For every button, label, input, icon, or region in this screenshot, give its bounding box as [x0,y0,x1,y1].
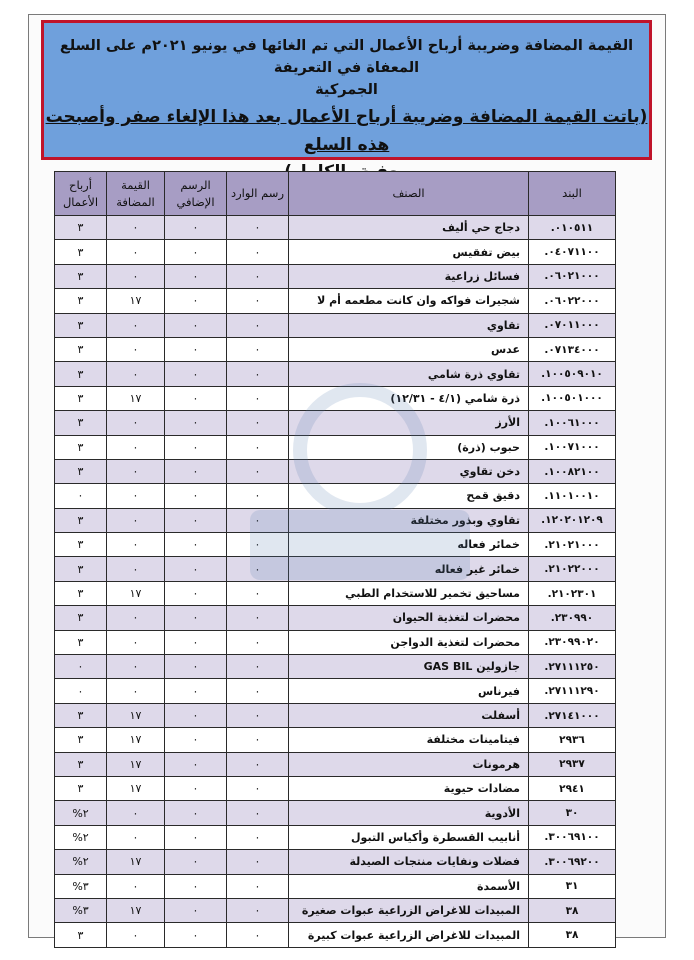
cell-description: أنابيب القسطرة وأكياس التبول [289,825,529,849]
header-vat: القيمة المضافة [107,172,165,216]
cell-description: تقاوي [289,313,529,337]
cell-code: ٣٠ [529,801,616,825]
cell-description: شجيرات فواكه وان كانت مطعمه أم لا [289,289,529,313]
table-row [55,264,616,288]
cell-import-duty: ٠ [227,337,289,361]
cell-vat: ٠ [107,264,165,288]
cell-code: ١٢٠٢٠١٢٠٩. [529,508,616,532]
cell-additional-fee: ٠ [165,435,227,459]
table-row [55,630,616,654]
cell-code: ٠٧٠١١٠٠٠. [529,313,616,337]
table-row [55,825,616,849]
cell-import-duty: ٠ [227,240,289,264]
table-row [55,435,616,459]
cell-additional-fee: ٠ [165,825,227,849]
cell-additional-fee: ٠ [165,630,227,654]
cell-additional-fee: ٠ [165,508,227,532]
cell-business-profit: ٣ [55,923,107,947]
cell-description: فيرناس [289,679,529,703]
table-row [55,508,616,532]
table-row [55,484,616,508]
cell-additional-fee: ٠ [165,655,227,679]
cell-import-duty: ٠ [227,679,289,703]
cell-import-duty: ٠ [227,923,289,947]
cell-additional-fee: ٠ [165,533,227,557]
cell-description: دخن تقاوي [289,459,529,483]
table-body [55,216,616,948]
cell-description: الأدوية [289,801,529,825]
cell-vat: ٠ [107,655,165,679]
cell-additional-fee: ٠ [165,776,227,800]
cell-vat: ٠ [107,557,165,581]
cell-import-duty: ٠ [227,289,289,313]
cell-description: تقاوي ذرة شامي [289,362,529,386]
header-description: الصنف [289,172,529,216]
cell-additional-fee: ٠ [165,850,227,874]
cell-business-profit: ٣ [55,606,107,630]
table-row [55,923,616,947]
cell-business-profit: ٣ [55,728,107,752]
cell-business-profit: ٣ [55,411,107,435]
table-row [55,874,616,898]
cell-additional-fee: ٠ [165,216,227,240]
cell-import-duty: ٠ [227,386,289,410]
cell-vat: ٠ [107,459,165,483]
cell-business-profit: ٣ [55,459,107,483]
cell-additional-fee: ٠ [165,459,227,483]
cell-business-profit: ٣ [55,386,107,410]
table-row [55,557,616,581]
cell-code: ١٠٠٥٠٩٠١٠. [529,362,616,386]
cell-description: الأسمدة [289,874,529,898]
cell-code: ١٠٠٦١٠٠٠. [529,411,616,435]
cell-vat: ٠ [107,337,165,361]
cell-business-profit: ٢% [55,850,107,874]
header-import-duty: رسم الوارد [227,172,289,216]
cell-description: مساحيق تخمير للاستخدام الطبي [289,581,529,605]
cell-vat: ١٧ [107,289,165,313]
cell-business-profit: ٢% [55,801,107,825]
cell-business-profit: ٢% [55,825,107,849]
tariff-table [54,171,616,948]
cell-import-duty: ٠ [227,508,289,532]
cell-code: ١٠٠٨٢١٠٠. [529,459,616,483]
cell-additional-fee: ٠ [165,728,227,752]
table-row [55,776,616,800]
cell-code: ٣٨ [529,898,616,922]
cell-description: دقيق قمح [289,484,529,508]
table-row [55,850,616,874]
table-row [55,606,616,630]
cell-code: ٢٧١١١٢٩٠. [529,679,616,703]
cell-description: محضرات لتغذية الدواجن [289,630,529,654]
header-additional-fee: الرسم الإضافي [165,172,227,216]
cell-import-duty: ٠ [227,776,289,800]
cell-vat: ٠ [107,923,165,947]
table-row [55,752,616,776]
cell-import-duty: ٠ [227,411,289,435]
cell-description: دجاج حي أليف [289,216,529,240]
cell-vat: ٠ [107,313,165,337]
cell-import-duty: ٠ [227,874,289,898]
cell-code: ١١٠١٠٠١٠. [529,484,616,508]
cell-additional-fee: ٠ [165,679,227,703]
cell-import-duty: ٠ [227,435,289,459]
table-row [55,533,616,557]
cell-description: هرمونات [289,752,529,776]
cell-additional-fee: ٠ [165,313,227,337]
cell-additional-fee: ٠ [165,484,227,508]
cell-vat: ١٧ [107,776,165,800]
cell-additional-fee: ٠ [165,386,227,410]
cell-code: ٢٧١٤١٠٠٠. [529,703,616,727]
cell-import-duty: ٠ [227,655,289,679]
cell-business-profit: ٣ [55,362,107,386]
cell-description: المبيدات للاغراض الزراعية عبوات كبيرة [289,923,529,947]
cell-description: الأرز [289,411,529,435]
cell-import-duty: ٠ [227,533,289,557]
cell-code: ٠٤٠٧١١٠٠. [529,240,616,264]
cell-business-profit: ٠ [55,679,107,703]
cell-additional-fee: ٠ [165,923,227,947]
cell-description: عدس [289,337,529,361]
cell-additional-fee: ٠ [165,752,227,776]
cell-code: ١٠٠٧١٠٠٠. [529,435,616,459]
banner-line-1: القيمة المضافة وضريبة أرباح الأعمال التي تم الغائها في يونيو ٢٠٢١م على السلع المعفاة في التعريفة [59,38,634,76]
cell-additional-fee: ٠ [165,703,227,727]
cell-business-profit: ٣ [55,289,107,313]
cell-code: ٢١٠٢١٠٠٠. [529,533,616,557]
cell-additional-fee: ٠ [165,240,227,264]
table-row [55,801,616,825]
cell-description: حبوب (ذرة) [289,435,529,459]
cell-business-profit: ٣ [55,216,107,240]
table-row [55,898,616,922]
cell-additional-fee: ٠ [165,581,227,605]
cell-additional-fee: ٠ [165,362,227,386]
cell-import-duty: ٠ [227,703,289,727]
cell-vat: ٠ [107,533,165,557]
cell-additional-fee: ٠ [165,411,227,435]
cell-business-profit: ٣% [55,898,107,922]
cell-vat: ٠ [107,606,165,630]
cell-import-duty: ٠ [227,264,289,288]
cell-vat: ٠ [107,630,165,654]
cell-import-duty: ٠ [227,825,289,849]
table-row [55,728,616,752]
cell-business-profit: ٣% [55,874,107,898]
cell-vat: ٠ [107,216,165,240]
cell-import-duty: ٠ [227,801,289,825]
cell-business-profit: ٣ [55,313,107,337]
cell-business-profit: ٣ [55,533,107,557]
cell-vat: ١٧ [107,703,165,727]
cell-additional-fee: ٠ [165,264,227,288]
cell-vat: ١٧ [107,898,165,922]
cell-description: فيتامينات مختلفة [289,728,529,752]
cell-business-profit: ٣ [55,752,107,776]
banner-line-3-text: (باتت القيمة المضافة وضريبة أرباح الأعمال بعد هذا الإلغاء صفر وأصبحت هذه السلع [45,107,648,155]
table-row [55,386,616,410]
cell-additional-fee: ٠ [165,898,227,922]
cell-import-duty: ٠ [227,459,289,483]
cell-vat: ٠ [107,874,165,898]
cell-business-profit: ٠ [55,655,107,679]
cell-code: ٠٧١٣٤٠٠٠. [529,337,616,361]
cell-description: ذرة شامي (٤/١ - ١٢/٣١) [289,386,529,410]
cell-vat: ١٧ [107,728,165,752]
cell-description: خمائر فعاله [289,533,529,557]
cell-vat: ١٧ [107,386,165,410]
cell-business-profit: ٣ [55,264,107,288]
cell-vat: ٠ [107,435,165,459]
cell-import-duty: ٠ [227,216,289,240]
table-row [55,313,616,337]
cell-vat: ٠ [107,362,165,386]
table-row [55,240,616,264]
cell-code: ٢٩٣٦ [529,728,616,752]
table-row [55,459,616,483]
cell-vat: ٠ [107,801,165,825]
banner-line-2: الجمركية [315,82,378,98]
cell-code: ٢٣٠٩٩٠. [529,606,616,630]
cell-import-duty: ٠ [227,362,289,386]
cell-description: مضادات حيوية [289,776,529,800]
cell-import-duty: ٠ [227,313,289,337]
cell-business-profit: ٣ [55,508,107,532]
table-row [55,581,616,605]
cell-vat: ٠ [107,240,165,264]
cell-vat: ٠ [107,679,165,703]
cell-vat: ١٧ [107,752,165,776]
cell-import-duty: ٠ [227,752,289,776]
cell-description: بيض تفقيس [289,240,529,264]
cell-import-duty: ٠ [227,606,289,630]
cell-description: المبيدات للاغراض الزراعية عبوات صغيرة [289,898,529,922]
cell-code: ٢٧١١١٢٥٠. [529,655,616,679]
cell-additional-fee: ٠ [165,289,227,313]
cell-business-profit: ٣ [55,581,107,605]
table-row [55,679,616,703]
cell-vat: ٠ [107,411,165,435]
cell-additional-fee: ٠ [165,801,227,825]
cell-business-profit: ٣ [55,337,107,361]
cell-import-duty: ٠ [227,850,289,874]
cell-additional-fee: ٠ [165,337,227,361]
cell-vat: ٠ [107,508,165,532]
cell-code: ٠٦٠٢١٠٠٠. [529,264,616,288]
cell-description: فضلات ونفايات منتجات الصيدلة [289,850,529,874]
cell-business-profit: ٣ [55,703,107,727]
cell-import-duty: ٠ [227,630,289,654]
cell-business-profit: ٣ [55,776,107,800]
cell-description: جازولين GAS BIL [289,655,529,679]
table-row [55,703,616,727]
cell-import-duty: ٠ [227,728,289,752]
cell-code: ٢١٠٢٣٠١. [529,581,616,605]
cell-code: ١٠٠٥٠١٠٠٠. [529,386,616,410]
cell-business-profit: ٣ [55,630,107,654]
cell-import-duty: ٠ [227,581,289,605]
cell-description: تقاوي وبذور مختلفة [289,508,529,532]
cell-code: ٢٩٣٧ [529,752,616,776]
title-banner [41,20,652,160]
cell-business-profit: ٣ [55,240,107,264]
cell-code: ٣٠٠٦٩٢٠٠. [529,850,616,874]
cell-vat: ١٧ [107,850,165,874]
table-row [55,362,616,386]
banner-line-3 [44,103,649,159]
cell-code: ٢٩٤١ [529,776,616,800]
cell-description: محضرات لتغذية الحيوان [289,606,529,630]
table-row [55,411,616,435]
table-row [55,655,616,679]
cell-code: ٠١٠٥١١. [529,216,616,240]
header-code: البند [529,172,616,216]
table-row [55,337,616,361]
cell-code: ٢١٠٢٢٠٠٠. [529,557,616,581]
cell-additional-fee: ٠ [165,557,227,581]
cell-import-duty: ٠ [227,557,289,581]
table-row [55,216,616,240]
table-row [55,289,616,313]
cell-code: ٣٨ [529,923,616,947]
cell-additional-fee: ٠ [165,606,227,630]
cell-code: ٣٠٠٦٩١٠٠. [529,825,616,849]
cell-description: أسفلت [289,703,529,727]
cell-description: خمائر غير فعاله [289,557,529,581]
cell-business-profit: ٣ [55,557,107,581]
cell-business-profit: ٣ [55,435,107,459]
cell-code: ٣١ [529,874,616,898]
cell-business-profit: ٠ [55,484,107,508]
table-header-row [55,172,616,216]
cell-vat: ٠ [107,484,165,508]
cell-code: ٠٦٠٢٢٠٠٠. [529,289,616,313]
cell-vat: ٠ [107,825,165,849]
cell-additional-fee: ٠ [165,874,227,898]
cell-import-duty: ٠ [227,484,289,508]
cell-vat: ١٧ [107,581,165,605]
cell-import-duty: ٠ [227,898,289,922]
cell-description: فسائل زراعية [289,264,529,288]
header-business-profit: أرباح الأعمال [55,172,107,216]
cell-code: ٢٣٠٩٩٠٢٠. [529,630,616,654]
